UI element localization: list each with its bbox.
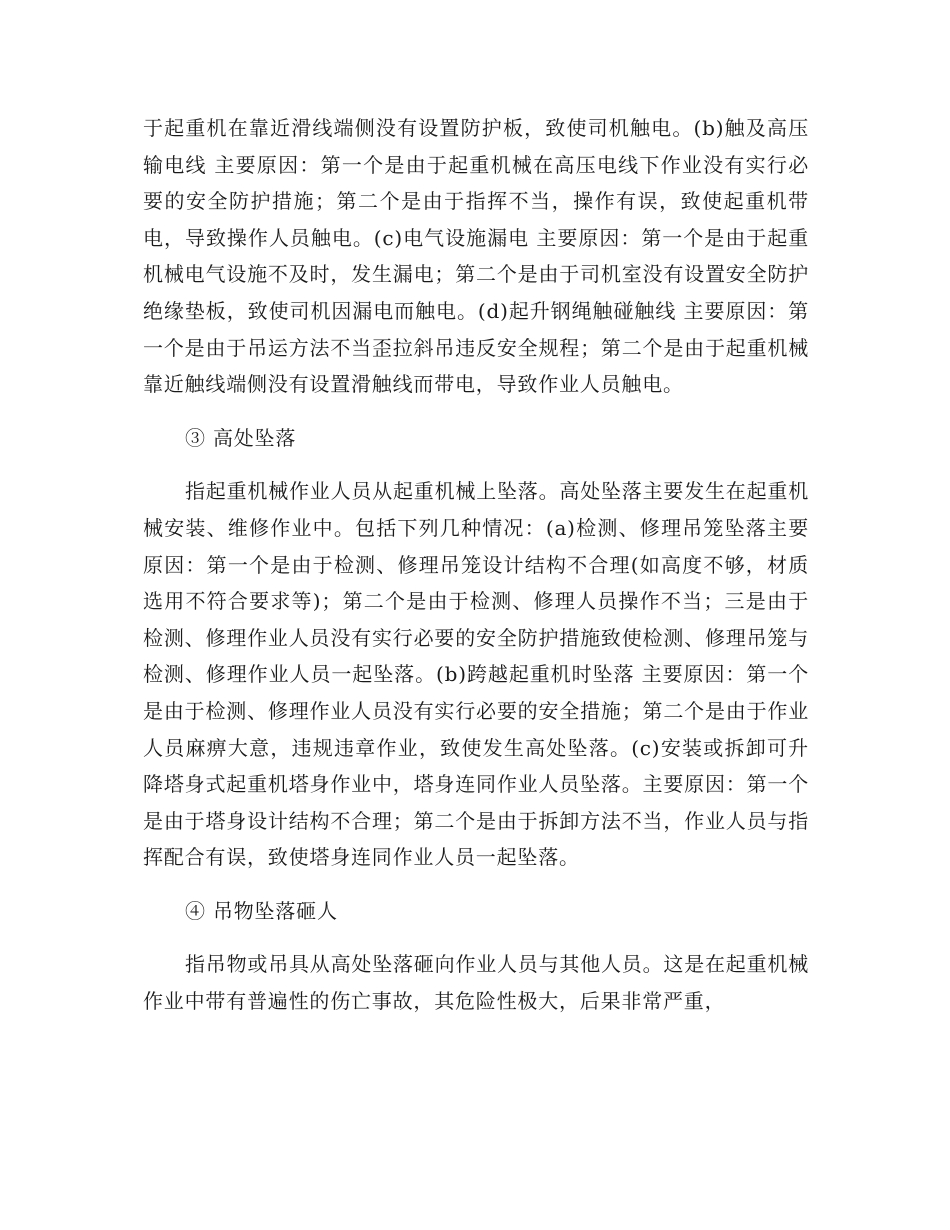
paragraph-falling-load: 指吊物或吊具从高处坠落砸向作业人员与其他人员。这是在起重机械作业中带有普遍性的伤亡事故，其危险性极大，后果非常严重， <box>143 952 809 1014</box>
paragraph-fall-from-height: 指起重机械作业人员从起重机械上坠落。高处坠落主要发生在起重机械安装、维修作业中。包括下列几种情况：(a)检测、修理吊笼坠落主要原因：第一个是由于检测、修理吊笼设计结构不合理(如高度不够，材质选用不符合要求等)；第二个是由于检测、修理人员操作不当；三是由于检测、修理作业人员没有实行必要的安全防护措施致使检测、修理吊笼与检测、修理作业人员一起坠落。(b)跨越起重机时坠落 主要原因：第一个是由于检测、修理作业人员没有实行必要的安全措施；第二个是由于作业人员麻痹大意，违规违章作业，致使发生高处坠落。(c)安装或拆卸可升降塔身式起重机塔身作业中，塔身连同作业人员坠落。主要原因：第一个是由于塔身设计结构不合理；第二个是由于拆卸方法不当，作业人员与指挥配合有误，致使塔身连同作业人员一起坠落。 <box>143 479 809 870</box>
heading-falling-load: ④ 吊物坠落砸人 <box>185 898 338 923</box>
heading-fall-from-height: ③ 高处坠落 <box>185 425 297 450</box>
paragraph-gap <box>143 403 809 420</box>
paragraph-electric-shock-continued: 于起重机在靠近滑线端侧没有设置防护板，致使司机触电。(b)触及高压输电线 主要原因：第一个是由于起重机械在高压电线下作业没有实行必要的安全防护措施；第二个是由于指挥不当，操作有误，致使起重机带电，导致操作人员触电。(c)电气设施漏电 主要原因：第一个是由于起重机械电气设施不及时，发生漏电；第二个是由于司机室没有设置安全防护绝缘垫板，致使司机因漏电而触电。(d)起升钢绳触碰触线 主要原因：第一个是由于吊运方法不当歪拉斜吊违反安全规程；第二个是由于起重机械靠近触线端侧没有设置滑触线而带电，导致作业人员触电。 <box>143 116 809 397</box>
document-body <box>143 110 809 1020</box>
paragraph-gap <box>143 929 809 946</box>
paragraph-gap <box>143 456 809 473</box>
paragraph-gap <box>143 876 809 893</box>
